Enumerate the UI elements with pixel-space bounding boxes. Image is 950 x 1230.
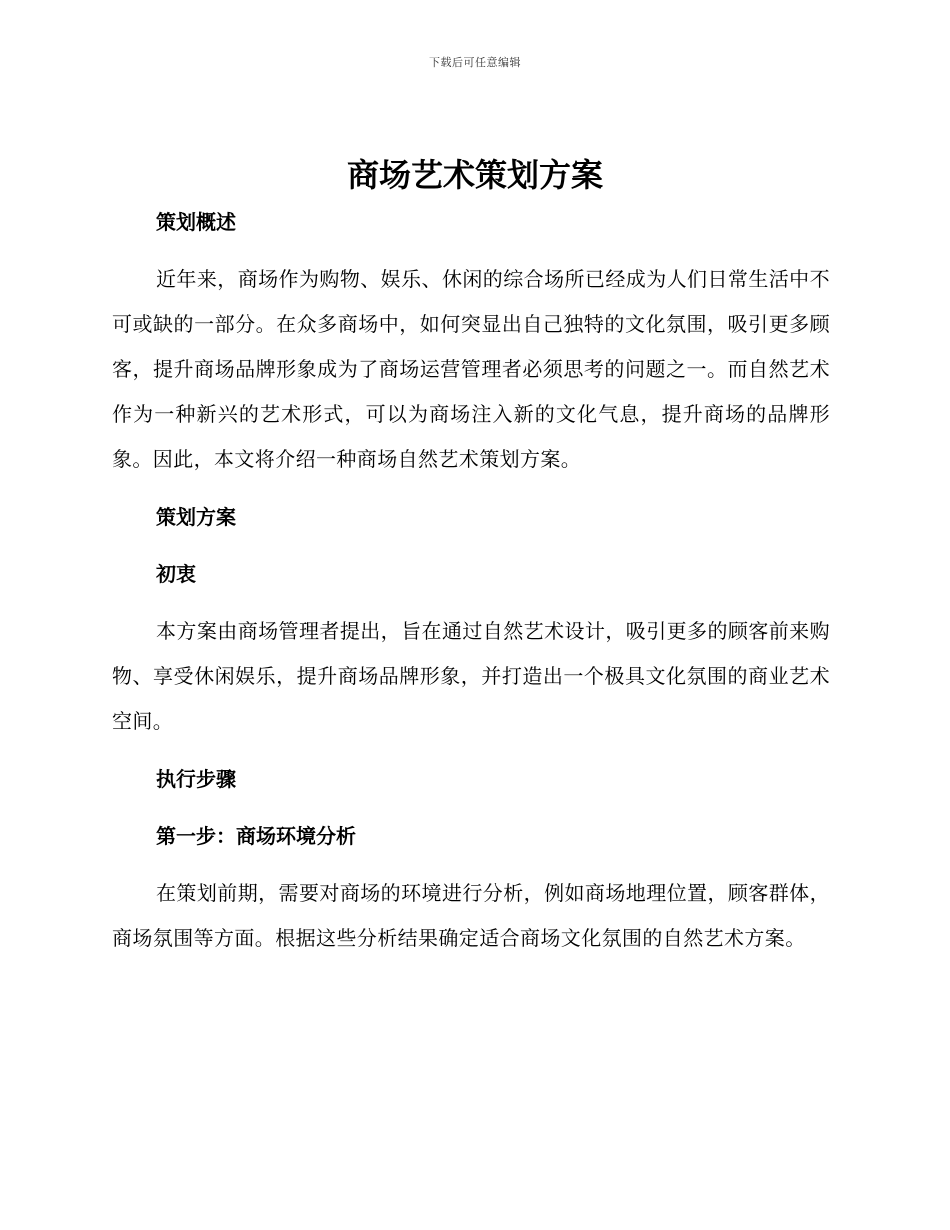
paragraph-overview: 近年来，商场作为购物、娱乐、休闲的综合场所已经成为人们日常生活中不可或缺的一部分。在众多商场中，如何突显出自己独特的文化氛围，吸引更多顾客，提升商场品牌形象成为了商场运营管理者必须思考的问题之一。而自然艺术作为一种新兴的艺术形式，可以为商场注入新的文化气息，提升商场的品牌形象。因此，本文将介绍一种商场自然艺术策划方案。: [112, 267, 830, 471]
page-header-note: 下载后可任意编辑: [429, 56, 521, 69]
section-heading-plan: 策划方案: [156, 505, 236, 529]
section-heading-step1: 第一步：商场环境分析: [156, 824, 356, 848]
document-body: [112, 200, 830, 961]
paragraph-origin: 本方案由商场管理者提出，旨在通过自然艺术设计，吸引更多的顾客前来购物、享受休闲娱乐，提升商场品牌形象，并打造出一个极具文化氛围的商业艺术空间。: [112, 619, 830, 733]
section-heading-origin: 初衷: [156, 562, 196, 586]
section-heading-overview: 策划概述: [156, 210, 236, 234]
section-heading-steps: 执行步骤: [156, 767, 236, 791]
document-title: 商场艺术策划方案: [346, 156, 603, 194]
paragraph-step1: 在策划前期，需要对商场的环境进行分析，例如商场地理位置，顾客群体，商场氛围等方面。根据这些分析结果确定适合商场文化氛围的自然艺术方案。: [112, 881, 830, 950]
